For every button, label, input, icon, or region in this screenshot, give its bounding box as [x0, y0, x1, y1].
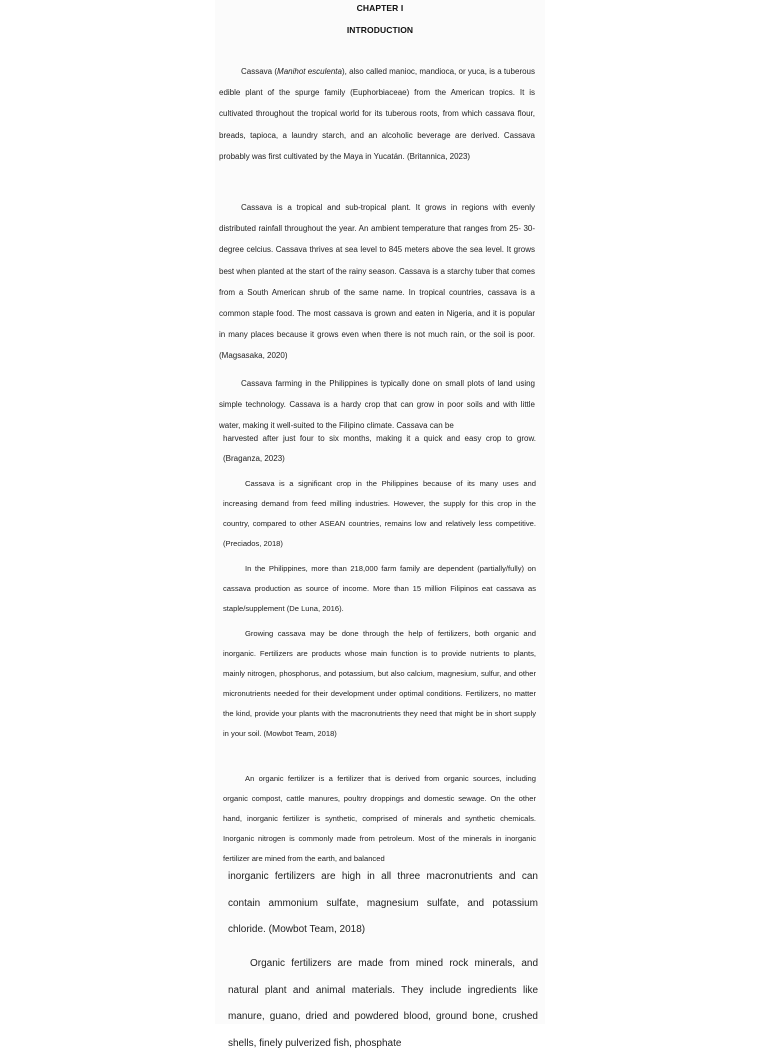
paragraph-cassava-dependency: In the Philippines, more than 218,000 farm family are dependent (partially/fully) on cassava production as source of income. More than 15 million Filipinos eat cassava as staple/supplement (De Luna, 2016). — [223, 564, 536, 613]
paragraph-organic-fertilizers: Organic fertilizers are made from mined rock minerals, and natural plant and animal materials. They include ingredients like manure, guano, dried and powdered blood, ground bone, crushed shells, finely pulverized fish, phosphate — [228, 958, 538, 1049]
chapter-title: INTRODUCTION — [346, 25, 414, 35]
paragraph-cassava-farming-continued: harvested after just four to six months, making it a quick and easy crop to grow. (Braganza, 2023) — [223, 434, 536, 463]
paragraph-cassava-climate: Cassava is a tropical and sub-tropical plant. It grows in regions with evenly distributed rainfall throughout the year. An ambient temperature that ranges from 25- 30-degree celcius. Cassava thrives at sea level to 845 meters above the sea level. It grows best when planted at the start of the rainy season. Cassava is a starchy tuber that comes from a South American shrub of the same name. In tropical countries, cassava is a common staple food. The most cassava is grown and eaten in Nigeria, and it is popular in many places because it grows even when there is not much rain, or the soil is poor. (Magsasaka, 2020) — [219, 203, 535, 361]
paragraph-cassava-farming: Cassava farming in the Philippines is typically done on small plots of land using simple technology. Cassava is a hardy crop that can grow in poor soils and with little water, making it well-suited to the Filipino climate. Cassava can be — [219, 379, 535, 431]
paragraph-inorganic-continued: inorganic fertilizers are high in all three macronutrients and can contain ammonium sulfate, magnesium sulfate, and potassium chloride. (Mowbot Team, 2018) — [228, 871, 538, 935]
paragraph-organic-inorganic: An organic fertilizer is a fertilizer that is derived from organic sources, including organic compost, cattle manures, poultry droppings and domestic sewage. On the other hand, inorganic fertilizer is synthetic, comprised of minerals and synthetic chemicals. Inorganic nitrogen is commonly made from petroleum. Most of the minerals in inorganic fertilizer are mined from the earth, and balanced — [223, 774, 536, 863]
document-page — [215, 0, 545, 1049]
paragraph-cassava-definition: Cassava (Manihot esculenta), also called manioc, mandioca, or yuca, is a tuberous edible plant of the spurge family (Euphorbiaceae) from the American tropics. It is cultivated throughout the tropical world for its tuberous roots, from which cassava flour, breads, tapioca, a laundry starch, and an alcoholic beverage are derived. Cassava probably was first cultivated by the Maya in Yucatán. (Britannica, 2023) — [219, 67, 536, 161]
paragraph-cassava-significance: Cassava is a significant crop in the Philippines because of its many uses and increasing demand from feed milling industries. However, the supply for this crop in the country, compared to other ASEAN countries, remains low and relatively less competitive. (Preciados, 2018) — [223, 479, 536, 548]
chapter-label: CHAPTER I — [356, 3, 404, 13]
paragraph-fertilizers: Growing cassava may be done through the help of fertilizers, both organic and inorganic. Fertilizers are products whose main function is to provide nutrients to plants, mainly nitrogen, phosphorus, and potassium, but also calcium, magnesium, sulfur, and other micronutrients needed for their development under optimal conditions. Fertilizers, no matter the kind, provide your plants with the macronutrients they need that might be in short supply in your soil. (Mowbot Team, 2018) — [223, 629, 536, 738]
